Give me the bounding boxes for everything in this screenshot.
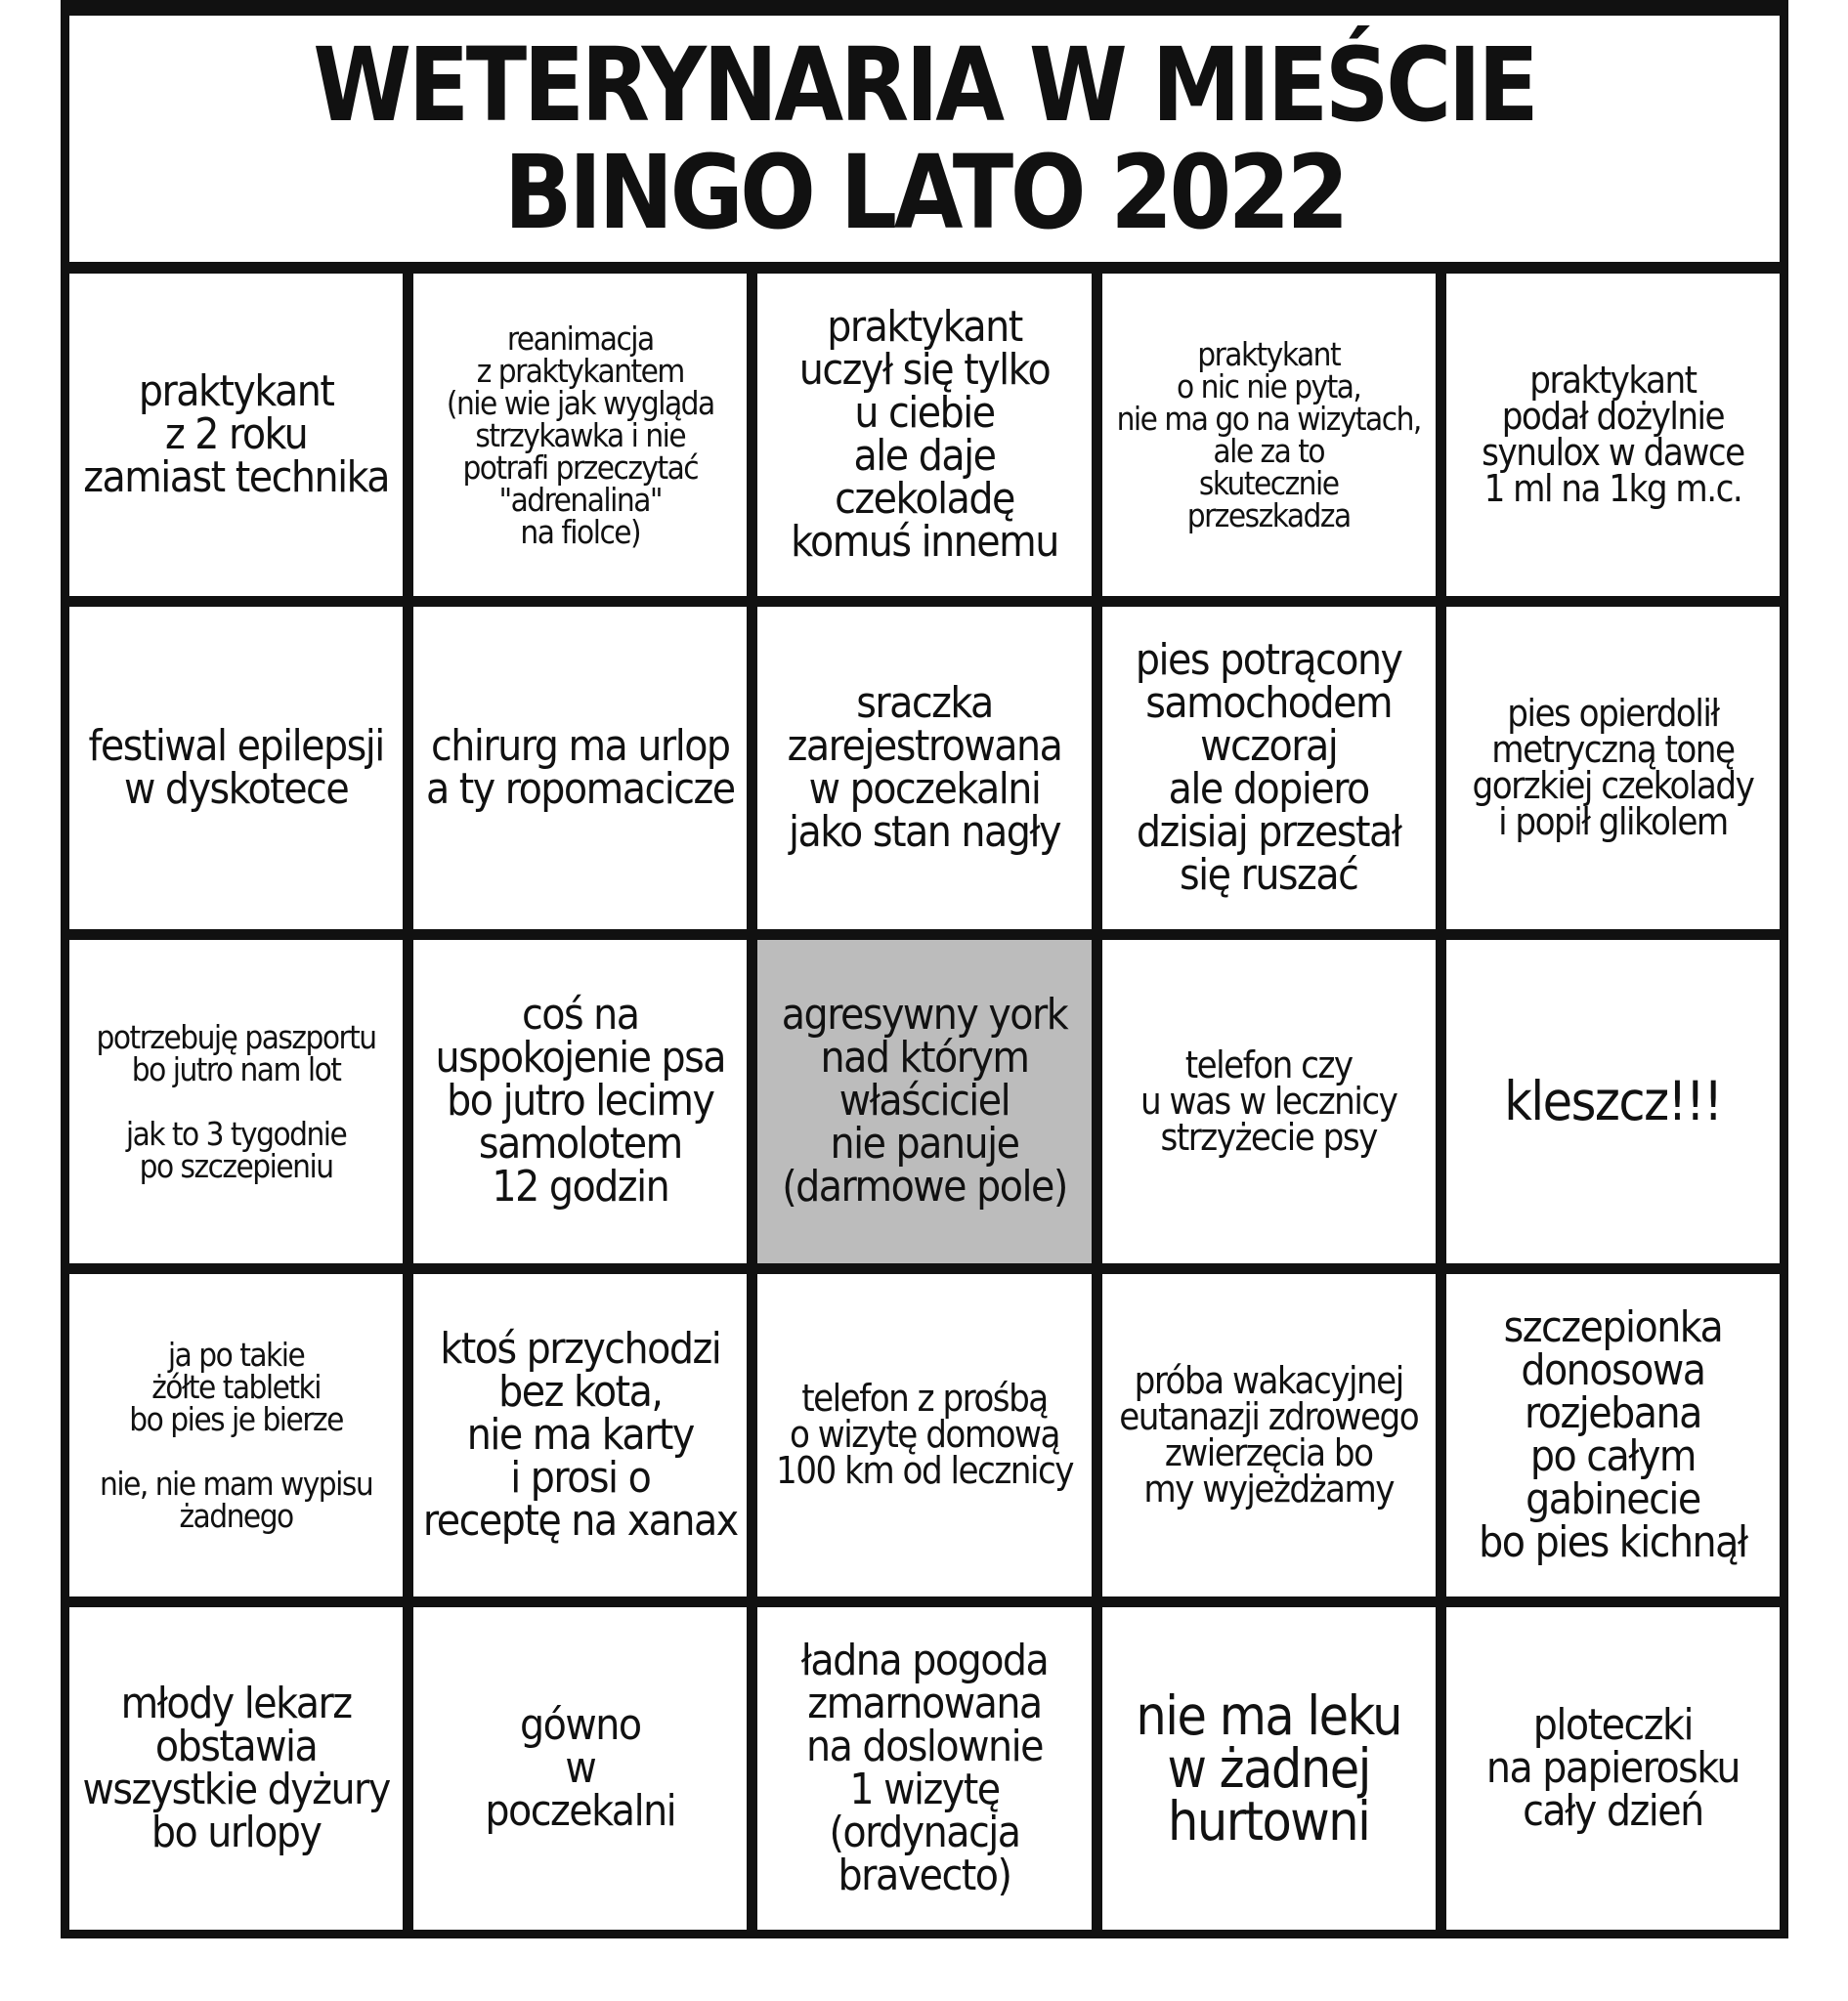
bingo-cell[interactable] bbox=[69, 1274, 403, 1597]
cell-text: pies opierdolił metryczną tonę gorzkiej czekolady i popił glikolem bbox=[1472, 692, 1754, 844]
bingo-cell[interactable] bbox=[757, 1274, 1091, 1597]
cell-text: praktykant z 2 roku zamiast technika bbox=[83, 366, 389, 503]
bingo-cell[interactable] bbox=[413, 940, 747, 1262]
bingo-cell[interactable] bbox=[69, 274, 403, 596]
cell-text: kleszcz!!! bbox=[1504, 1070, 1722, 1133]
bingo-cell[interactable] bbox=[1446, 940, 1780, 1262]
bingo-cell[interactable] bbox=[757, 1607, 1091, 1930]
bingo-cell[interactable] bbox=[757, 274, 1091, 596]
cell-text: szczepionka donosowa rozjebana po całym gabinecie bo pies kichnął bbox=[1479, 1301, 1747, 1567]
cell-text: coś na uspokojenie psa bo jutro lecimy samolotem 12 godzin bbox=[435, 990, 726, 1213]
cell-text: festiwal epilepsji w dyskotece bbox=[88, 721, 384, 815]
bingo-cell[interactable] bbox=[757, 607, 1091, 929]
bingo-cell[interactable] bbox=[1102, 274, 1436, 596]
cell-text: ja po takie żółte tabletki bo pies je bierze nie, nie mam wypisu żadnego bbox=[100, 1335, 373, 1535]
bingo-cell[interactable] bbox=[69, 1607, 403, 1930]
cell-text: praktykant uczył się tylko u ciebie ale daje czekoladę komuś innemu bbox=[791, 302, 1058, 568]
cell-text: potrzebuję paszportu bo jutro nam lot jak to 3 tygodnie po szczepieniu bbox=[96, 1017, 376, 1185]
bingo-grid bbox=[69, 274, 1780, 1930]
bingo-cell[interactable] bbox=[413, 1607, 747, 1930]
bingo-cell[interactable] bbox=[1446, 1607, 1780, 1930]
bingo-cell[interactable] bbox=[1102, 1607, 1436, 1930]
bingo-cell[interactable] bbox=[69, 940, 403, 1262]
bingo-cell[interactable] bbox=[413, 274, 747, 596]
bingo-board bbox=[61, 0, 1788, 1938]
cell-text: ktoś przychodzi bez kota, nie ma karty i prosi o receptę na xanax bbox=[422, 1323, 738, 1546]
cell-text: gówno w poczekalni bbox=[485, 1699, 676, 1836]
bingo-cell[interactable] bbox=[1446, 607, 1780, 929]
cell-text: telefon czy u was w lecznicy strzyżecie psy bbox=[1139, 1043, 1397, 1159]
cell-text: próba wakacyjnej eutanazji zdrowego zwierzęcia bo my wyjeżdżamy bbox=[1119, 1358, 1419, 1511]
title-box bbox=[69, 16, 1780, 262]
bingo-cell[interactable] bbox=[1446, 1274, 1780, 1597]
cell-text: pies potrącony samochodem wczoraj ale dopiero dzisiaj przestał się ruszać bbox=[1135, 635, 1402, 901]
cell-text: reanimacja z praktykantem (nie wie jak wygląda strzykawka i nie potrafi przeczytać "adrenalina" na fiolce) bbox=[446, 319, 714, 551]
bingo-cell[interactable] bbox=[1102, 1274, 1436, 1597]
free-space-cell[interactable] bbox=[757, 940, 1091, 1262]
cell-text: agresywny york nad którym właściciel nie panuje (darmowe pole) bbox=[781, 990, 1068, 1213]
bingo-cell[interactable] bbox=[69, 607, 403, 929]
bingo-cell[interactable] bbox=[1446, 274, 1780, 596]
title-line-2: BINGO LATO 2022 bbox=[503, 133, 1346, 252]
bingo-cell[interactable] bbox=[413, 607, 747, 929]
cell-text: telefon z prośbą o wizytę domową 100 km od lecznicy bbox=[775, 1377, 1073, 1493]
title-line-1: WETERYNARIA W MIEŚCIE bbox=[313, 25, 1536, 145]
cell-text: praktykant o nic nie pyta, nie ma go na wizytach, ale za to skutecznie przeszkadza bbox=[1116, 335, 1421, 535]
cell-text: chirurg ma urlop a ty ropomacicze bbox=[425, 721, 735, 815]
cell-text: młody lekarz obstawia wszystkie dyżury bo urlopy bbox=[82, 1678, 390, 1857]
cell-text: sraczka zarejestrowana w poczekalni jako stan nagły bbox=[787, 678, 1062, 858]
bingo-cell[interactable] bbox=[1102, 607, 1436, 929]
bingo-cell[interactable] bbox=[413, 1274, 747, 1597]
cell-text: ładna pogoda zmarnowana na doslownie 1 wizytę (ordynacja bravecto) bbox=[800, 1635, 1049, 1900]
bingo-cell[interactable] bbox=[1102, 940, 1436, 1262]
cell-text: nie ma leku w żadnej hurtowni bbox=[1136, 1683, 1401, 1852]
cell-text: ploteczki na papierosku cały dzień bbox=[1485, 1699, 1740, 1836]
cell-text: praktykant podał dożylnie synulox w dawce 1 ml na 1kg m.c. bbox=[1482, 359, 1744, 511]
